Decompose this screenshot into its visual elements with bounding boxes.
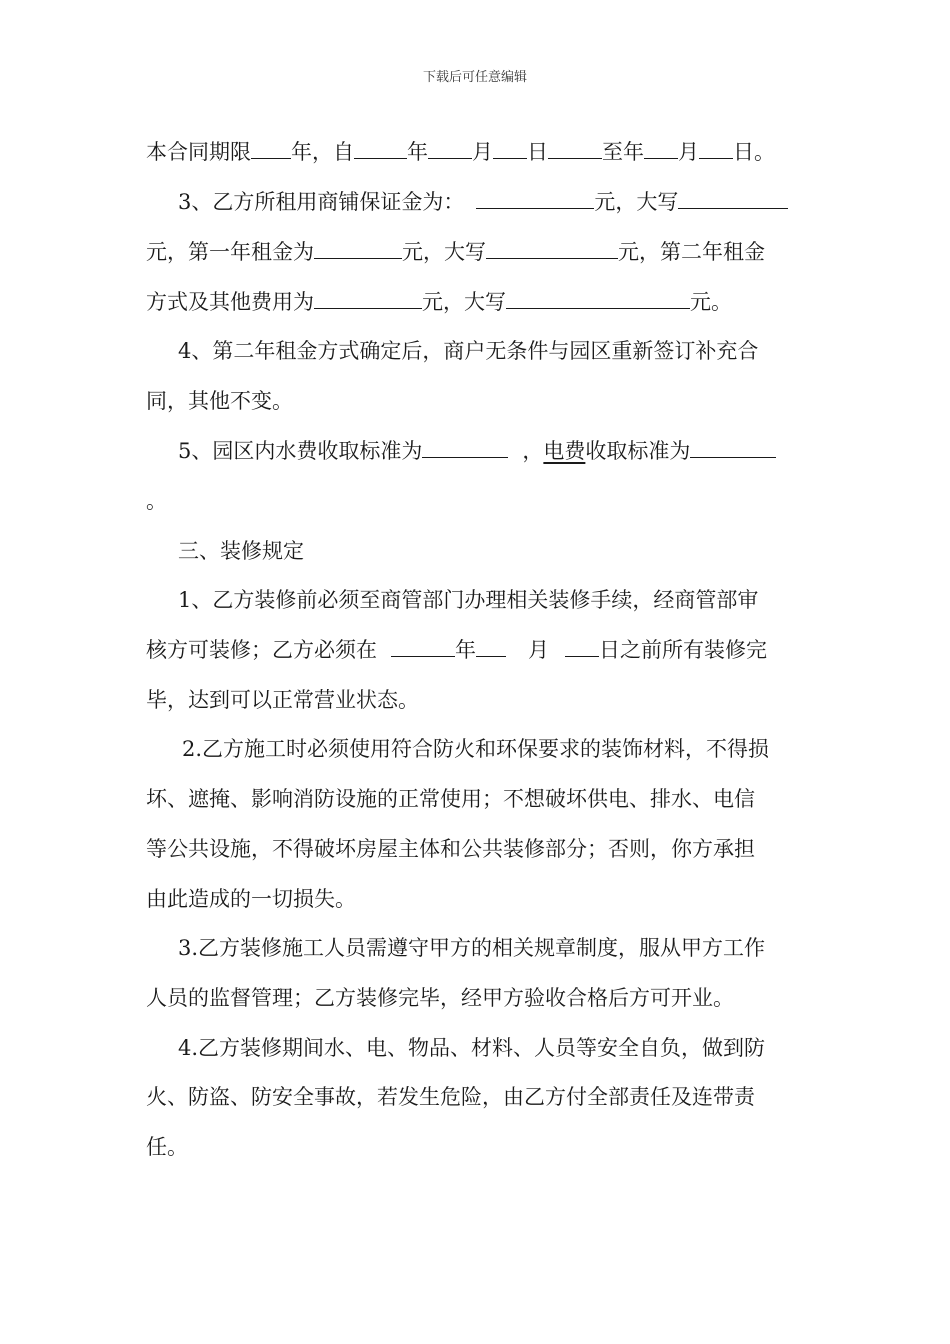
- blank-field: [354, 137, 407, 159]
- blank-field: [314, 287, 422, 309]
- text-line: 元，第一年租金为 元，大写 元，第二年租金: [146, 237, 806, 267]
- section-heading: 三、装修规定: [178, 539, 304, 563]
- underlined-text: 电费: [543, 439, 586, 463]
- text-line: 2.乙方施工时必须使用符合防火和环保要求的装饰材料，不得损: [182, 737, 770, 761]
- text-line: 核方可装修；乙方必须在 年 月 日之前所有装修完: [146, 635, 806, 665]
- text-line: 1、乙方装修前必须至商管部门办理相关装修手续，经商管部审: [178, 588, 759, 612]
- text-line: 4、第二年租金方式确定后，商户无条件与园区重新签订补充合: [178, 339, 759, 363]
- blank-field: [548, 137, 602, 159]
- blank-field: [428, 137, 472, 159]
- text-line: 4.乙方装修期间水、电、物品、材料、人员等安全自负，做到防: [178, 1036, 766, 1060]
- blank-field: [422, 436, 508, 458]
- text-line: 方式及其他费用为 元，大写 元。: [146, 287, 806, 317]
- text-line: 3、乙方所租用商铺保证金为： 元，大写: [178, 187, 806, 217]
- text-line: 毕，达到可以正常营业状态。: [146, 688, 419, 712]
- text-line: 本合同期限 年，自 年 月 日 至年 月 日。: [146, 137, 806, 167]
- text-line: 等公共设施，不得破坏房屋主体和公共装修部分；否则，你方承担: [146, 837, 755, 861]
- text-line: 5、园区内水费收取标准为 ，电费收取标准为: [178, 436, 806, 466]
- blank-field: [690, 436, 776, 458]
- blank-field: [476, 635, 506, 657]
- blank-field: [493, 137, 527, 159]
- text-line: 任。: [146, 1135, 188, 1159]
- blank-field: [391, 635, 455, 657]
- text-line: 人员的监督管理；乙方装修完毕，经甲方验收合格后方可开业。: [146, 986, 734, 1010]
- text-line: 3.乙方装修施工人员需遵守甲方的相关规章制度，服从甲方工作: [178, 936, 766, 960]
- text-line: 同，其他不变。: [146, 389, 293, 413]
- blank-field: [314, 237, 402, 259]
- blank-field: [565, 635, 599, 657]
- blank-field: [678, 187, 788, 209]
- text-line: 。: [146, 489, 167, 513]
- text-line: 由此造成的一切损失。: [146, 887, 356, 911]
- blank-field: [476, 187, 594, 209]
- text-line: 火、防盗、防安全事故，若发生危险，由乙方付全部责任及连带责: [146, 1085, 755, 1109]
- blank-field: [699, 137, 733, 159]
- blank-field: [644, 137, 678, 159]
- blank-field: [486, 237, 618, 259]
- blank-field: [506, 287, 690, 309]
- blank-field: [251, 137, 291, 159]
- page-header: 下载后可任意编辑: [422, 70, 527, 85]
- text-line: 坏、遮掩、影响消防设施的正常使用；不想破坏供电、排水、电信: [146, 787, 755, 811]
